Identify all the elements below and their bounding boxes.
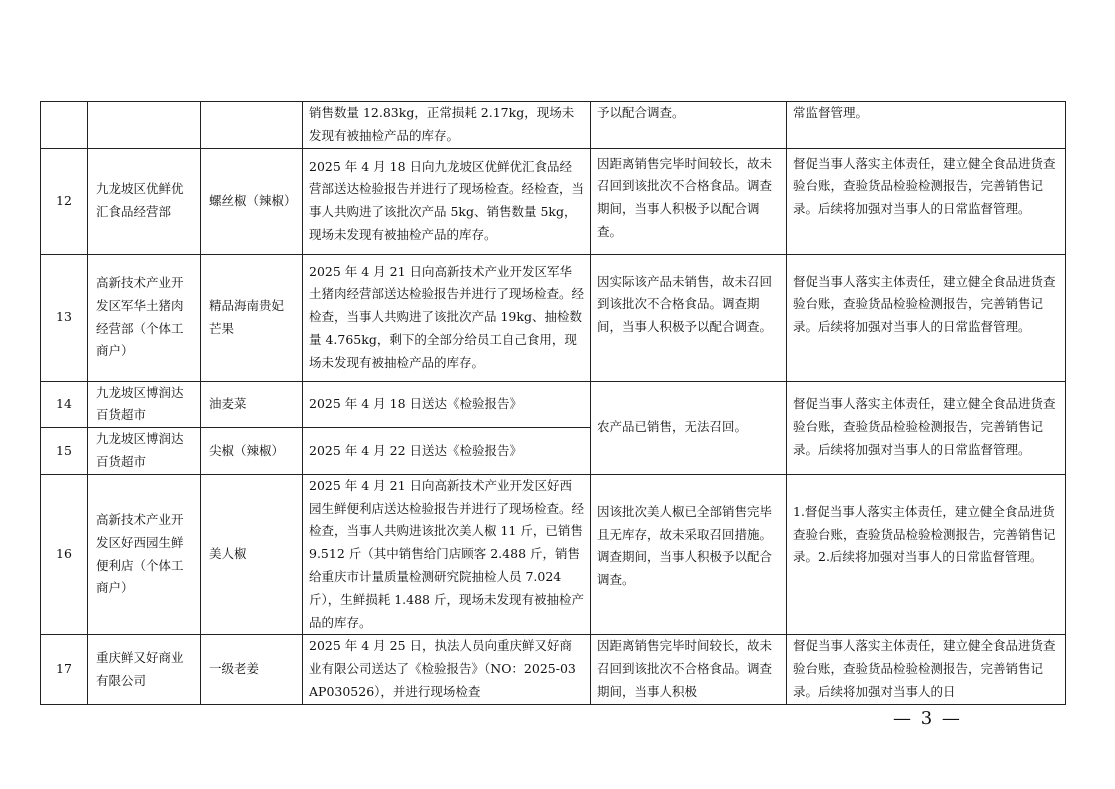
disposal-info: 2025 年 4 月 25 日，执法人员向重庆鲜又好商业有限公司送达了《检验报告》（NO：2025-03AP030526），并进行现场检查 [303,635,591,704]
disposal-info: 销售数量 12.83kg，正常损耗 2.17kg，现场未发现有被抽检产品的库存。 [303,102,591,149]
table-row [41,474,1066,635]
disposal-info: 2025 年 4 月 18 日送达《检验报告》 [303,381,591,428]
product-name: 油麦菜 [201,381,303,428]
business-name: 九龙坡区博润达百货超市 [88,381,201,428]
product-name: 一级老姜 [201,635,303,704]
disposal-info: 2025 年 4 月 21 日向高新技术产业开发区军华土猪肉经营部送达检验报告并进行了现场检查。经检查，当事人共购进了该批次产品 19kg、抽检数量 4.765kg，剩下的全部分给员工自己食用，现场未发现有被抽检产品的库存。 [303,254,591,381]
disposal-info: 2025 年 4 月 21 日向高新技术产业开发区好西园生鲜便利店送达检验报告并进行了现场检查。经检查，当事人共购进该批次美人椒 11 斤，已销售 9.512 斤（其中销售给门店顾客 2.488 斤，销售给重庆市计量质量检测研究院抽检人员 7.024 斤），生鲜损耗 1.488 斤，现场未发现有被抽检产品的库存。 [303,474,591,635]
row-number [41,102,88,149]
table-row [41,635,1066,704]
recall-info: 予以配合调查。 [591,102,787,149]
table-row [41,102,1066,149]
recall-info: 因实际该产品未销售，故未召回到该批次不合格食品。调查期间，当事人积极予以配合调查。 [591,254,787,381]
product-name: 尖椒（辣椒） [201,428,303,475]
business-name: 高新技术产业开发区军华土猪肉经营部（个体工商户） [88,254,201,381]
page-number: — 3 — [893,708,962,729]
measure-info: 督促当事人落实主体责任，建立健全食品进货查验台账，查验货品检验检测报告，完善销售记录。后续将加强对当事人的日常监督管理。 [787,381,1066,474]
business-name: 九龙坡区优鲜优汇食品经营部 [88,148,201,254]
row-number: 13 [41,254,88,381]
row-number: 16 [41,474,88,635]
row-number: 15 [41,428,88,475]
measure-info: 督促当事人落实主体责任，建立健全食品进货查验台账，查验货品检验检测报告，完善销售记录。后续将加强对当事人的日 [787,635,1066,704]
disposal-info: 2025 年 4 月 22 日送达《检验报告》 [303,428,591,475]
measure-info: 督促当事人落实主体责任，建立健全食品进货查验台账，查验货品检验检测报告，完善销售记录。后续将加强对当事人的日常监督管理。 [787,148,1066,254]
disposal-info: 2025 年 4 月 18 日向九龙坡区优鲜优汇食品经营部送达检验报告并进行了现场检查。经检查，当事人共购进了该批次产品 5kg、销售数量 5kg，现场未发现有被抽检产品的库存。 [303,148,591,254]
product-name [201,102,303,149]
table-row [41,381,1066,428]
business-name [88,102,201,149]
product-name: 精品海南贵妃芒果 [201,254,303,381]
measure-info: 常监督管理。 [787,102,1066,149]
business-name: 高新技术产业开发区好西园生鲜便利店（个体工商户） [88,474,201,635]
recall-info: 因距离销售完毕时间较长，故未召回到该批次不合格食品。调查期间，当事人积极 [591,635,787,704]
business-name: 重庆鲜又好商业有限公司 [88,635,201,704]
table-row [41,148,1066,254]
business-name: 九龙坡区博润达百货超市 [88,428,201,475]
product-name: 美人椒 [201,474,303,635]
row-number: 14 [41,381,88,428]
row-number: 17 [41,635,88,704]
measure-info: 督促当事人落实主体责任，建立健全食品进货查验台账，查验货品检验检测报告，完善销售记录。后续将加强对当事人的日常监督管理。 [787,254,1066,381]
measure-info: 1.督促当事人落实主体责任，建立健全食品进货查验台账，查验货品检验检测报告，完善销售记录。2.后续将加强对当事人的日常监督管理。 [787,474,1066,635]
recall-info: 因距离销售完毕时间较长，故未召回到该批次不合格食品。调查期间，当事人积极予以配合调查。 [591,148,787,254]
document-page [40,101,1066,705]
inspection-disposal-table [40,101,1066,705]
row-number: 12 [41,148,88,254]
table-row [41,254,1066,381]
recall-info: 农产品已销售，无法召回。 [591,381,787,474]
recall-info: 因该批次美人椒已全部销售完毕且无库存，故未采取召回措施。调查期间，当事人积极予以配合调查。 [591,474,787,635]
product-name: 螺丝椒（辣椒） [201,148,303,254]
